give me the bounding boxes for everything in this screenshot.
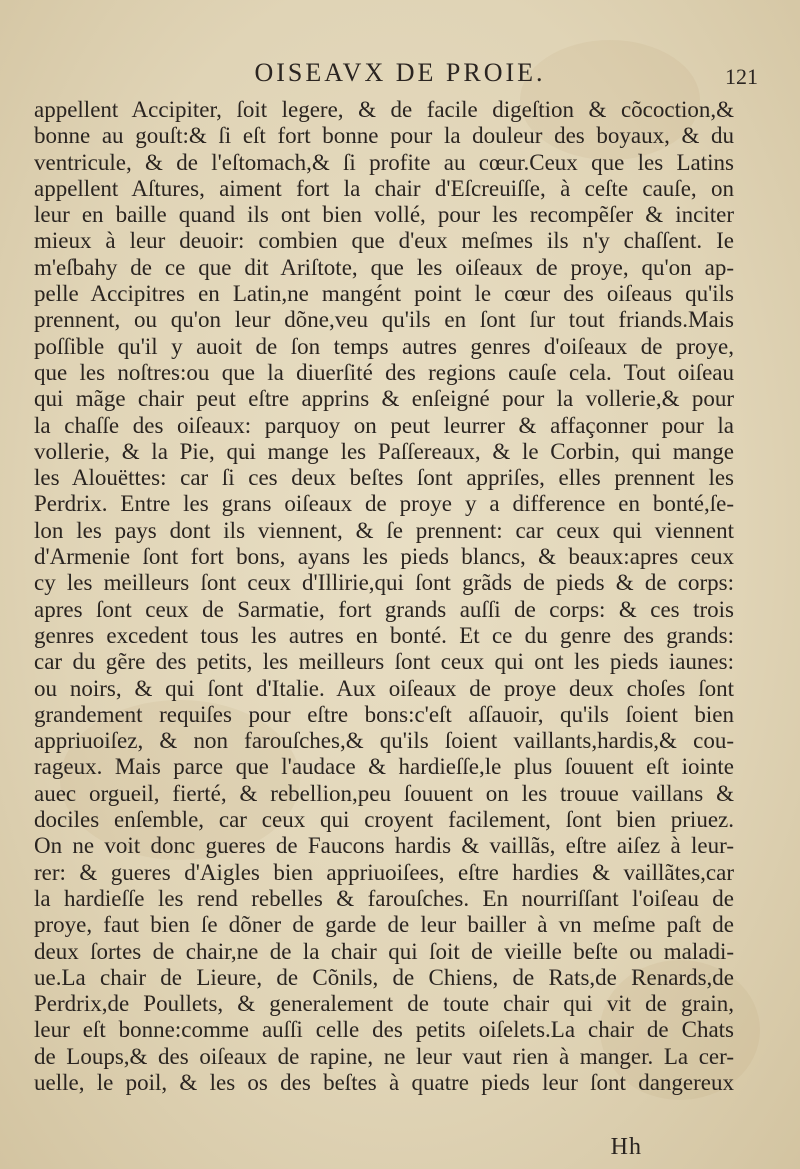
text-line: Perdrix,de Poullets, & generalement de toute chair qui vit de grain,	[34, 991, 734, 1017]
text-line: vollerie, & la Pie, qui mange les Paſſereaux, & le Corbin, qui mange	[34, 438, 734, 464]
page-header	[0, 58, 800, 94]
text-line: rer: & gueres d'Aigles bien appriuoiſees, eſtre hardies & vaillãtes,car	[34, 859, 734, 885]
text-line: deux ſortes de chair,ne de la chair qui ſoit de vieille beſte ou maladi-	[34, 938, 734, 964]
text-line: de Loups,& des oiſeaux de rapine, ne leur vaut rien à manger. La cer-	[34, 1043, 734, 1069]
text-line: ue.La chair de Lieure, de Cõnils, de Chiens, de Rats,de Renards,de	[34, 964, 734, 990]
text-line: poſſible qu'il y auoit de ſon temps autres genres d'oiſeaux de proye,	[34, 333, 734, 359]
text-line: uelle, le poil, & les os des beſtes à quatre pieds leur ſont dangereux	[34, 1069, 734, 1095]
text-line: les Alouëttes: car ſi ces deux beſtes ſont appriſes, elles prennent les	[34, 465, 734, 491]
text-line: appellent Accipiter, ſoit legere, & de facile digeſtion & cõcoction,&	[34, 97, 734, 122]
text-line: grandement requiſes pour eſtre bons:c'eſt aſſauoir, qu'ils ſoient bien	[34, 701, 734, 727]
text-line: genres excedent tous les autres en bonté. Et ce du genre des grands:	[34, 622, 734, 648]
text-line: rageux. Mais parce que l'audace & hardieſſe,le plus ſouuent eſt iointe	[34, 754, 734, 780]
text-line: m'eſbahy de ce que dit Ariſtote, que les oiſeaux de proye, qu'on ap-	[34, 254, 734, 280]
text-line: Perdrix. Entre les grans oiſeaux de proye y a difference en bonté,ſe-	[34, 491, 734, 517]
text-line: mieux à leur deuoir: combien que d'eux meſmes ils n'y chaſſent. Ie	[34, 228, 734, 254]
text-line: d'Armenie ſont fort bons, ayans les pieds blancs, & beaux:apres ceux	[34, 544, 734, 570]
text-line: appriuoiſez, & non farouſches,& qu'ils ſoient vaillants,hardis,& cou-	[34, 728, 734, 754]
body-text	[34, 97, 734, 1096]
text-line: proye, faut bien ſe dõner de garde de leur bailler à vn meſme paſt de	[34, 912, 734, 938]
text-line: cy les meilleurs ſont ceux d'Illirie,qui ſont grãds de pieds & de corps:	[34, 570, 734, 596]
running-title: OISEAVX DE PROIE.	[254, 58, 546, 87]
text-line: lon les pays dont ils viennent, & ſe prennent: car ceux qui viennent	[34, 517, 734, 543]
page-number: 121	[725, 64, 758, 89]
text-line: appellent Aſtures, aiment fort la chair d'Eſcreuiſſe, à ceſte cauſe, on	[34, 175, 734, 201]
text-line: leur en baille quand ils ont bien vollé, pour les recompẽſer & inciter	[34, 202, 734, 228]
text-line: On ne voit donc gueres de Faucons hardis & vaillãs, eſtre aiſez à leur-	[34, 833, 734, 859]
text-line: car du gẽre des petits, les meilleurs ſont ceux qui ont les pieds iaunes:	[34, 649, 734, 675]
text-line: prennent, ou qu'on leur dõne,veu qu'ils en ſont ſur tout friands.Mais	[34, 307, 734, 333]
text-line: apres ſont ceux de Sarmatie, fort grands auſſi de corps: & ces trois	[34, 596, 734, 622]
text-line: que les noſtres:ou que la diuerſité des regions cauſe cela. Tout oiſeau	[34, 359, 734, 385]
text-line: bonne au gouſt:& ſi eſt fort bonne pour la douleur des boyaux, & du	[34, 123, 734, 149]
text-line: auec orgueil, fierté, & rebellion,peu ſouuent on les trouue vaillans &	[34, 780, 734, 806]
text-line: dociles enſemble, car ceux qui croyent facilement, ſont bien priuez.	[34, 807, 734, 833]
text-line: la hardieſſe les rend rebelles & farouſches. En nourriſſant l'oiſeau de	[34, 885, 734, 911]
signature-mark: Hh	[610, 1134, 642, 1160]
text-line: la chaſſe des oiſeaux: parquoy on peut leurrer & affaçonner pour la	[34, 412, 734, 438]
text-line: pelle Accipitres en Latin,ne mangént point le cœur des oiſeaus qu'ils	[34, 281, 734, 307]
text-line: qui mãge chair peut eſtre apprins & enſeigné pour la vollerie,& pour	[34, 386, 734, 412]
text-line: leur eſt bonne:comme auſſi celle des petits oiſelets.La chair de Chats	[34, 1017, 734, 1043]
text-line: ventricule, & de l'eſtomach,& ſi profite au cœur.Ceux que les Latins	[34, 149, 734, 175]
text-line: ou noirs, & qui ſont d'Italie. Aux oiſeaux de proye deux choſes ſont	[34, 675, 734, 701]
